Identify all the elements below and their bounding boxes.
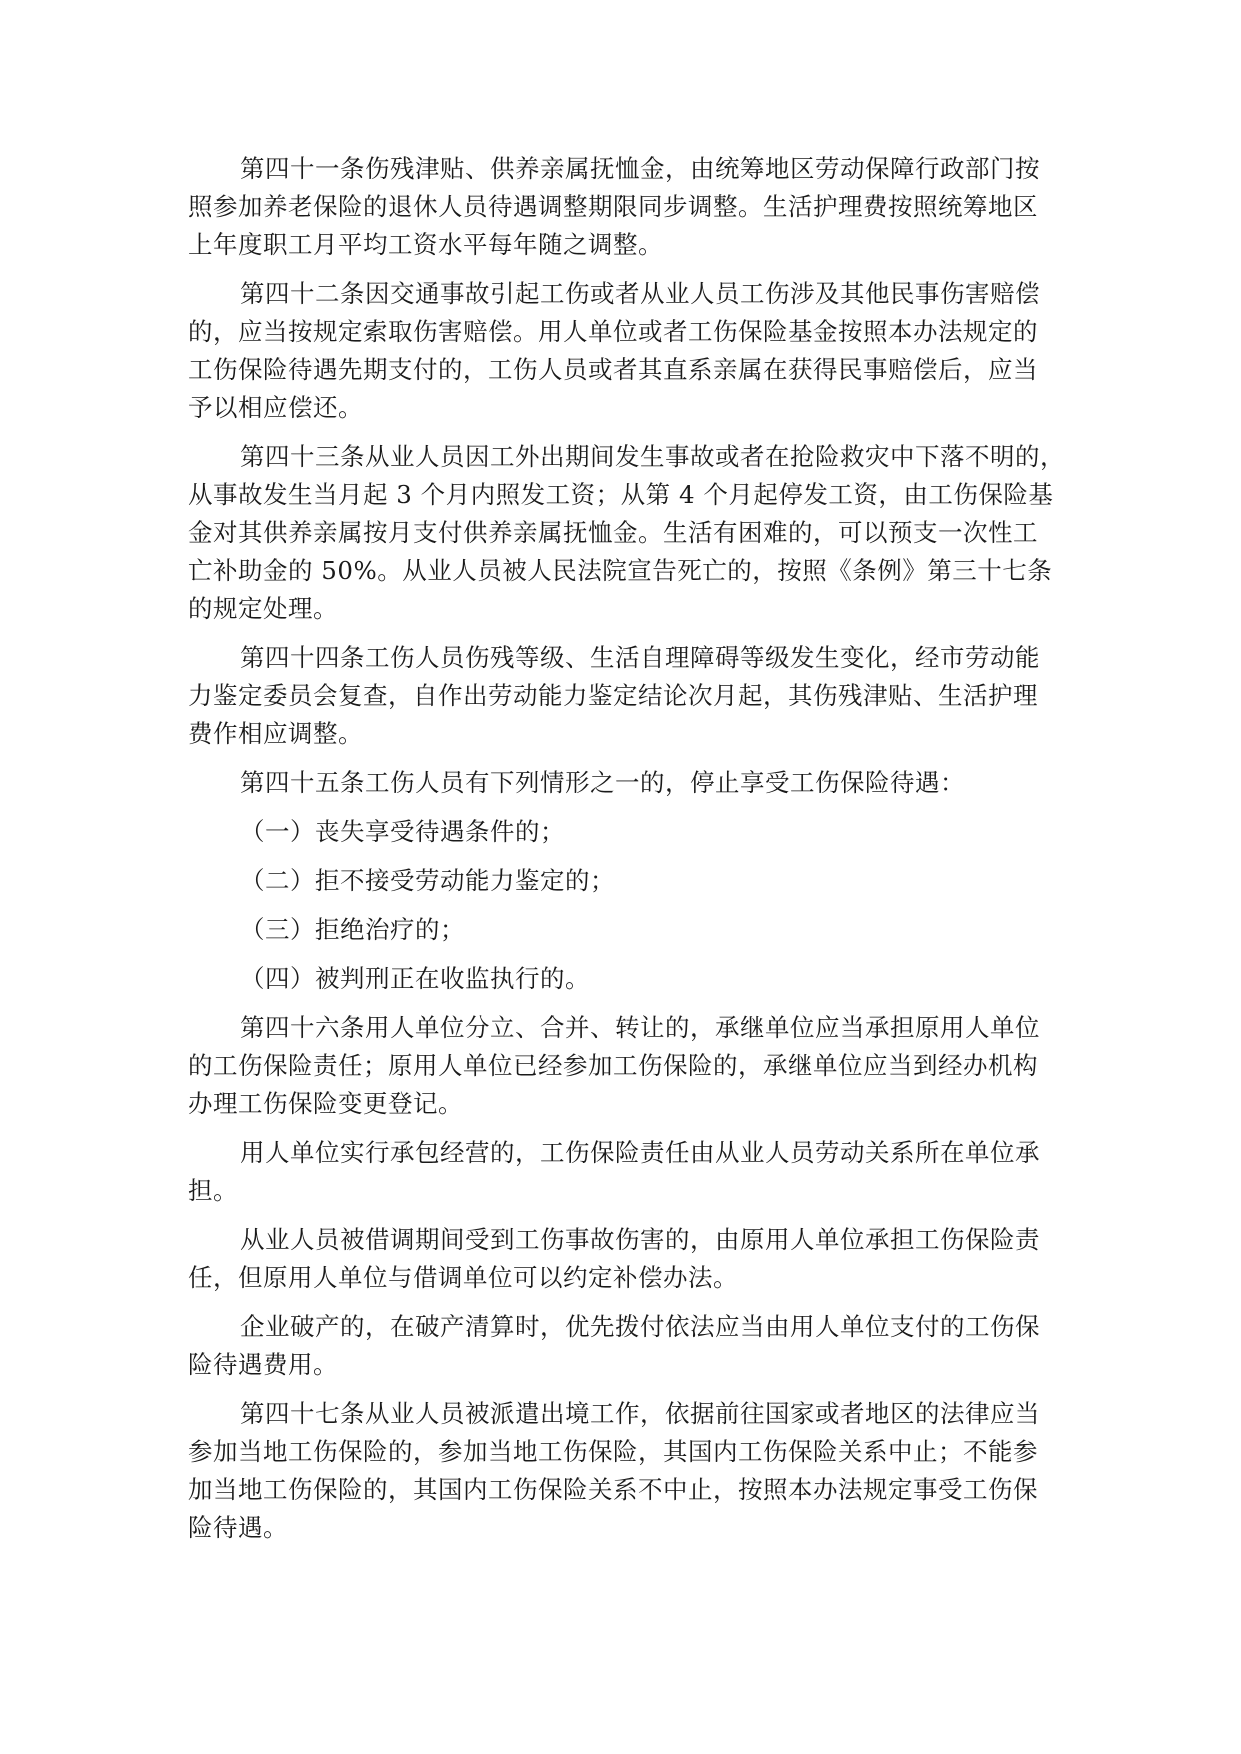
paragraph-line: 参加当地工伤保险的，参加当地工伤保险，其国内工伤保险关系中止；不能参 (188, 1437, 1038, 1466)
paragraph-first-line: 第四十六条用人单位分立、合并、转让的，承继单位应当承担原用人单位 (240, 1013, 1040, 1042)
paragraph-first-line: （三）拒绝治疗的； (240, 915, 465, 944)
paragraph (188, 1221, 1068, 1297)
paragraph (188, 150, 1068, 264)
paragraph-line: 费作相应调整。 (188, 719, 363, 748)
paragraph-first-line: 第四十五条工伤人员有下列情形之一的，停止享受工伤保险待遇： (240, 768, 965, 797)
paragraph-line: 担。 (188, 1176, 238, 1205)
paragraph-first-line: （一）丧失享受待遇条件的； (240, 817, 565, 846)
paragraph (188, 960, 1068, 998)
paragraph (188, 764, 1068, 802)
paragraph-line: 任，但原用人单位与借调单位可以约定补偿办法。 (188, 1263, 738, 1292)
paragraph-line: 的，应当按规定索取伤害赔偿。用人单位或者工伤保险基金按照本办法规定的 (188, 317, 1038, 346)
document-body (188, 150, 1068, 1558)
paragraph (188, 911, 1068, 949)
paragraph-first-line: 第四十一条伤残津贴、供养亲属抚恤金，由统筹地区劳动保障行政部门按 (240, 154, 1040, 183)
paragraph (188, 1009, 1068, 1123)
paragraph-line: 上年度职工月平均工资水平每年随之调整。 (188, 230, 663, 259)
paragraph (188, 862, 1068, 900)
paragraph-line: 的规定处理。 (188, 594, 338, 623)
paragraph-line: 从事故发生当月起 3 个月内照发工资；从第 4 个月起停发工资，由工伤保险基 (188, 480, 1054, 509)
paragraph (188, 813, 1068, 851)
paragraph-first-line: 用人单位实行承包经营的，工伤保险责任由从业人员劳动关系所在单位承 (240, 1138, 1040, 1167)
paragraph-first-line: 第四十七条从业人员被派遣出境工作，依据前往国家或者地区的法律应当 (240, 1399, 1040, 1428)
paragraph-line: 加当地工伤保险的，其国内工伤保险关系不中止，按照本办法规定事受工伤保 (188, 1475, 1038, 1504)
paragraph (188, 639, 1068, 753)
paragraph-line: 予以相应偿还。 (188, 393, 363, 422)
paragraph-first-line: 第四十二条因交通事故引起工伤或者从业人员工伤涉及其他民事伤害赔偿 (240, 279, 1040, 308)
paragraph (188, 1308, 1068, 1384)
paragraph (188, 1395, 1068, 1547)
paragraph (188, 1134, 1068, 1210)
paragraph-line: 的工伤保险责任；原用人单位已经参加工伤保险的，承继单位应当到经办机构 (188, 1051, 1038, 1080)
paragraph-line: 亡补助金的 50%。从业人员被人民法院宣告死亡的，按照《条例》第三十七条 (188, 556, 1053, 585)
paragraph-first-line: 企业破产的，在破产清算时，优先拨付依法应当由用人单位支付的工伤保 (240, 1312, 1040, 1341)
paragraph (188, 275, 1068, 427)
paragraph-line: 险待遇。 (188, 1513, 288, 1542)
paragraph-line: 工伤保险待遇先期支付的，工伤人员或者其直系亲属在获得民事赔偿后，应当 (188, 355, 1038, 384)
paragraph-line: 力鉴定委员会复查，自作出劳动能力鉴定结论次月起，其伤残津贴、生活护理 (188, 681, 1038, 710)
paragraph-first-line: 第四十四条工伤人员伤残等级、生活自理障碍等级发生变化，经市劳动能 (240, 643, 1040, 672)
paragraph-first-line: （二）拒不接受劳动能力鉴定的； (240, 866, 615, 895)
paragraph-first-line: 第四十三条从业人员因工外出期间发生事故或者在抢险救灾中下落不明的， (240, 442, 1065, 471)
paragraph-line: 办理工伤保险变更登记。 (188, 1089, 463, 1118)
paragraph-line: 金对其供养亲属按月支付供养亲属抚恤金。生活有困难的，可以预支一次性工 (188, 518, 1038, 547)
paragraph (188, 438, 1068, 628)
paragraph-first-line: （四）被判刑正在收监执行的。 (240, 964, 590, 993)
paragraph-line: 照参加养老保险的退休人员待遇调整期限同步调整。生活护理费按照统筹地区 (188, 192, 1038, 221)
paragraph-line: 险待遇费用。 (188, 1350, 338, 1379)
paragraph-first-line: 从业人员被借调期间受到工伤事故伤害的，由原用人单位承担工伤保险责 (240, 1225, 1040, 1254)
